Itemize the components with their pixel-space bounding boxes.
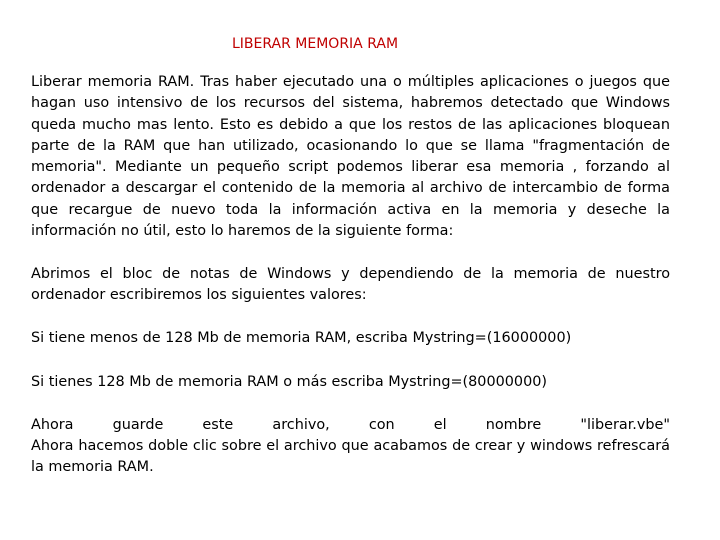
paragraph-option-less-128mb: Si tiene menos de 128 Mb de memoria RAM, escriba Mystring=(16000000) [31,330,572,347]
paragraph-open-notepad: Abrimos el bloc de notas de Windows y dependiendo de la memoria de nuestro ordenador escribiremos los siguientes valores: [31,265,670,303]
document-title: LIBERAR MEMORIA RAM [232,36,399,52]
paragraph-save-file: Ahora guarde este archivo, con el nombre "liberar.vbe" [31,416,670,433]
document-body [31,72,670,479]
paragraph-intro: Liberar memoria RAM. Tras haber ejecutado una o múltiples aplicaciones o juegos que hagan uso intensivo de los recursos del sistema, habremos detectado que Windows queda mucho mas lento. Esto es debido a que los restos de las aplicaciones bloquean parte de la RAM que han utilizado, ocasionando lo que se llama "fragmentación de memoria". Mediante un pequeño script podemos liberar esa memoria , forzando al ordenador a descargar el contenido de la memoria al archivo de intercambio de forma que recargue de nuevo toda la información activa en la memoria y deseche la información no útil, esto lo haremos de la siguiente forma: [31,74,670,240]
paragraph-option-128mb-or-more: Si tienes 128 Mb de memoria RAM o más escriba Mystring=(80000000) [31,373,547,390]
paragraph-run-script: Ahora hacemos doble clic sobre el archivo que acabamos de crear y windows refrescará la memoria RAM. [31,438,670,476]
